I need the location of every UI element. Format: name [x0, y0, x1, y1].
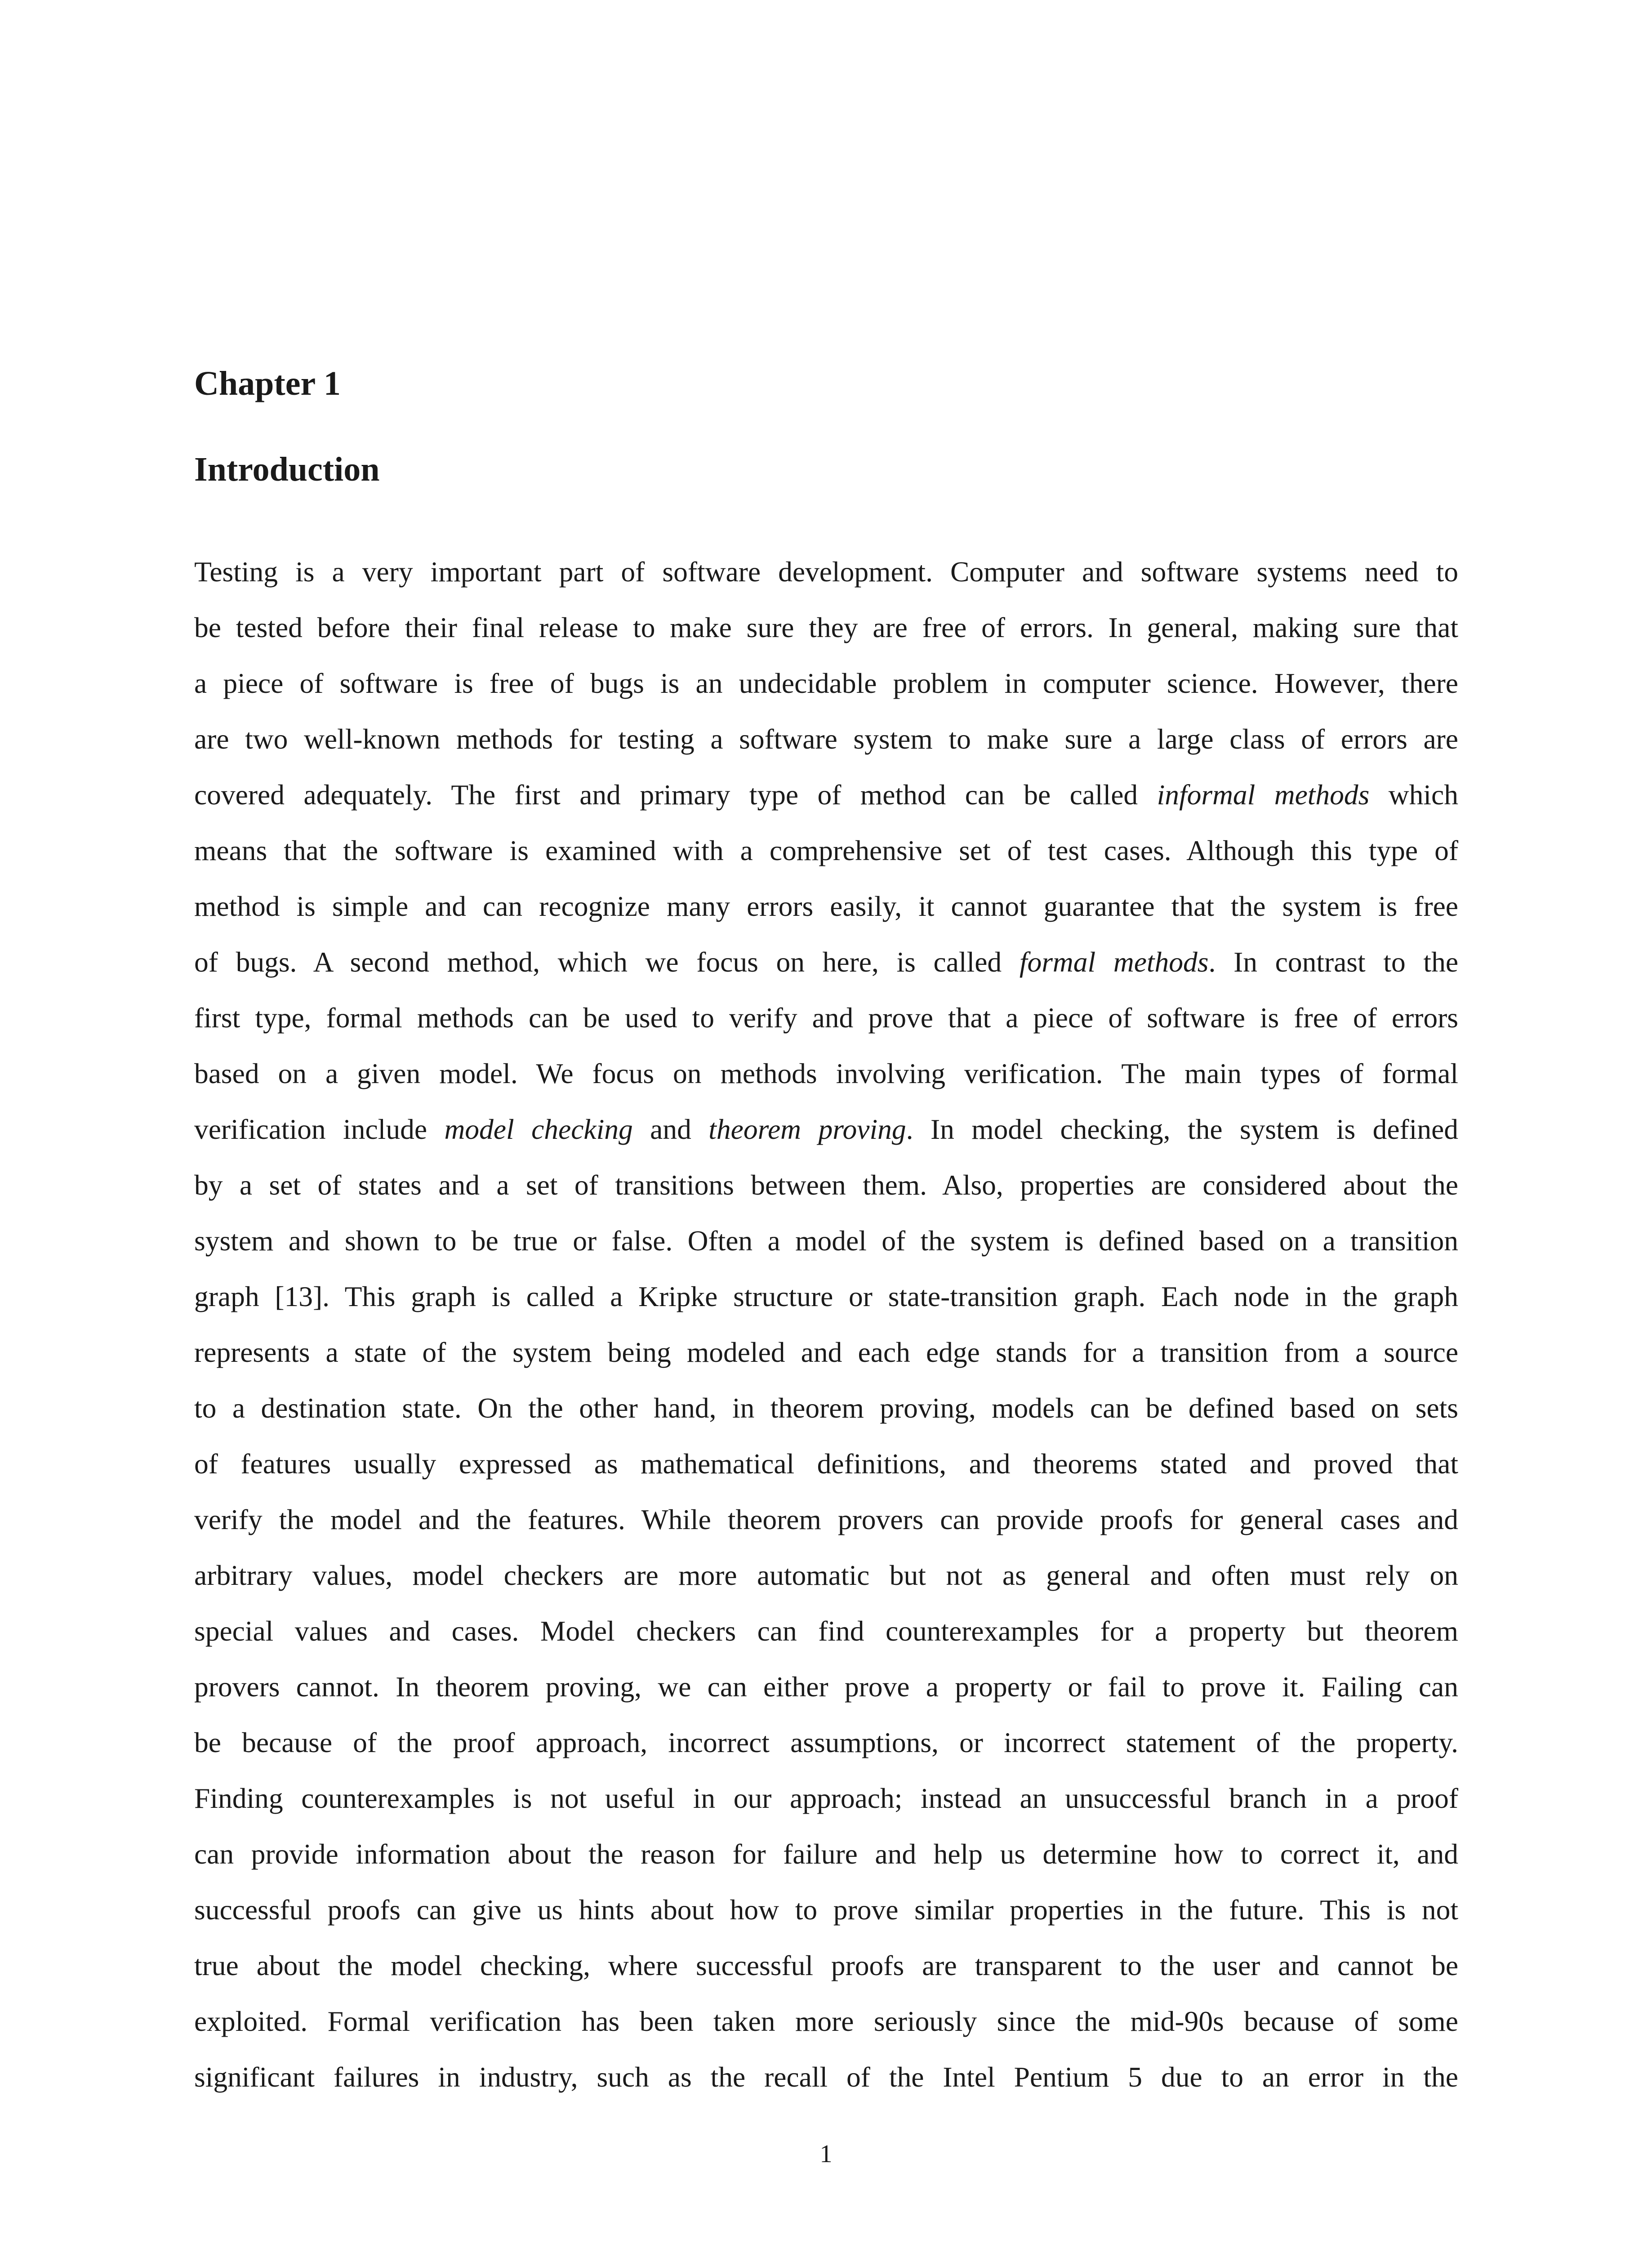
text-run: . In model checking, the system is defined: [906, 1113, 1459, 1145]
text-line: [194, 934, 1458, 990]
text-line: [194, 823, 1458, 879]
text-run: by a set of states and a set of transitions between them. Also, properties are considered about the: [194, 1169, 1458, 1201]
text-line: [194, 1715, 1458, 1771]
text-line: [194, 544, 1458, 600]
italic-term: theorem proving: [708, 1113, 906, 1145]
text-line: [194, 1882, 1458, 1938]
text-line: [194, 600, 1458, 656]
text-run: method is simple and can recognize many errors easily, it cannot guarantee that the system is free: [194, 890, 1458, 922]
text-line: [194, 1603, 1458, 1659]
text-run: significant failures in industry, such as the recall of the Intel Pentium 5 due to an error in the: [194, 2061, 1458, 2093]
text-run: and: [632, 1113, 709, 1145]
text-run: graph [13]. This graph is called a Kripke structure or state-transition graph. Each node in the graph: [194, 1280, 1458, 1312]
text-run: means that the software is examined with a comprehensive set of test cases. Although this type of: [194, 834, 1458, 866]
text-line: [194, 656, 1458, 711]
text-line: [194, 1659, 1458, 1715]
text-run: first type, formal methods can be used to verify and prove that a piece of software is free of errors: [194, 1002, 1458, 1034]
text-run: covered adequately. The first and primary type of method can be called: [194, 779, 1157, 811]
text-run: be tested before their final release to make sure they are free of errors. In general, making sure that: [194, 611, 1458, 643]
chapter-label: Chapter 1: [194, 365, 341, 402]
text-run: successful proofs can give us hints about how to prove similar properties in the future. This is not: [194, 1894, 1458, 1926]
text-line: [194, 990, 1458, 1046]
text-run: which: [1369, 779, 1458, 811]
text-run: provers cannot. In theorem proving, we can either prove a property or fail to prove it. Failing can: [194, 1671, 1458, 1703]
text-line: [194, 1157, 1458, 1213]
text-run: special values and cases. Model checkers can find counterexamples for a property but theorem: [194, 1615, 1458, 1647]
text-line: [194, 1325, 1458, 1380]
text-run: a piece of software is free of bugs is an undecidable problem in computer science. However, there: [194, 667, 1458, 699]
italic-term: model checking: [444, 1113, 633, 1145]
text-line: [194, 1492, 1458, 1548]
text-line: [194, 1046, 1458, 1102]
text-run: true about the model checking, where successful proofs are transparent to the user and cannot be: [194, 1949, 1458, 1981]
italic-term: informal methods: [1157, 779, 1370, 811]
text-run: are two well-known methods for testing a software system to make sure a large class of errors are: [194, 723, 1458, 755]
text-line: [194, 767, 1458, 823]
text-line: [194, 1380, 1458, 1436]
text-line: [194, 711, 1458, 767]
page-number: 1: [819, 2140, 833, 2168]
text-run: system and shown to be true or false. Often a model of the system is defined based on a transition: [194, 1225, 1458, 1257]
text-line: [194, 1548, 1458, 1603]
text-line: [194, 2049, 1458, 2105]
text-line: [194, 1771, 1458, 1826]
text-line: [194, 879, 1458, 934]
italic-term: formal methods: [1019, 946, 1209, 978]
text-line: [194, 1102, 1458, 1157]
text-run: Finding counterexamples is not useful in our approach; instead an unsuccessful branch in a proof: [194, 1782, 1458, 1814]
text-run: exploited. Formal verification has been taken more seriously since the mid-90s because of some: [194, 2005, 1458, 2037]
text-line: [194, 1938, 1458, 1994]
text-line: [194, 1213, 1458, 1269]
text-line: [194, 1826, 1458, 1882]
text-line: [194, 1269, 1458, 1325]
text-run: to a destination state. On the other hand, in theorem proving, models can be defined based on sets: [194, 1392, 1458, 1424]
text-run: verify the model and the features. While theorem provers can provide proofs for general cases and: [194, 1503, 1458, 1535]
body-paragraph: [194, 544, 1458, 2105]
text-run: . In contrast to the: [1208, 946, 1459, 978]
text-run: of features usually expressed as mathematical definitions, and theorems stated and proved that: [194, 1448, 1458, 1480]
text-line: [194, 1994, 1458, 2049]
text-run: Testing is a very important part of software development. Computer and software systems need to: [194, 556, 1458, 588]
text-run: arbitrary values, model checkers are more automatic but not as general and often must rely on: [194, 1559, 1458, 1591]
chapter-title: Introduction: [194, 450, 380, 488]
text-run: be because of the proof approach, incorrect assumptions, or incorrect statement of the property.: [194, 1726, 1458, 1758]
text-run: based on a given model. We focus on methods involving verification. The main types of formal: [194, 1057, 1458, 1089]
text-run: of bugs. A second method, which we focus on here, is called: [194, 946, 1020, 978]
text-run: verification include: [194, 1113, 445, 1145]
text-run: can provide information about the reason for failure and help us determine how to correct it, and: [194, 1838, 1458, 1870]
text-line: [194, 1436, 1458, 1492]
text-run: represents a state of the system being modeled and each edge stands for a transition from a source: [194, 1336, 1458, 1368]
